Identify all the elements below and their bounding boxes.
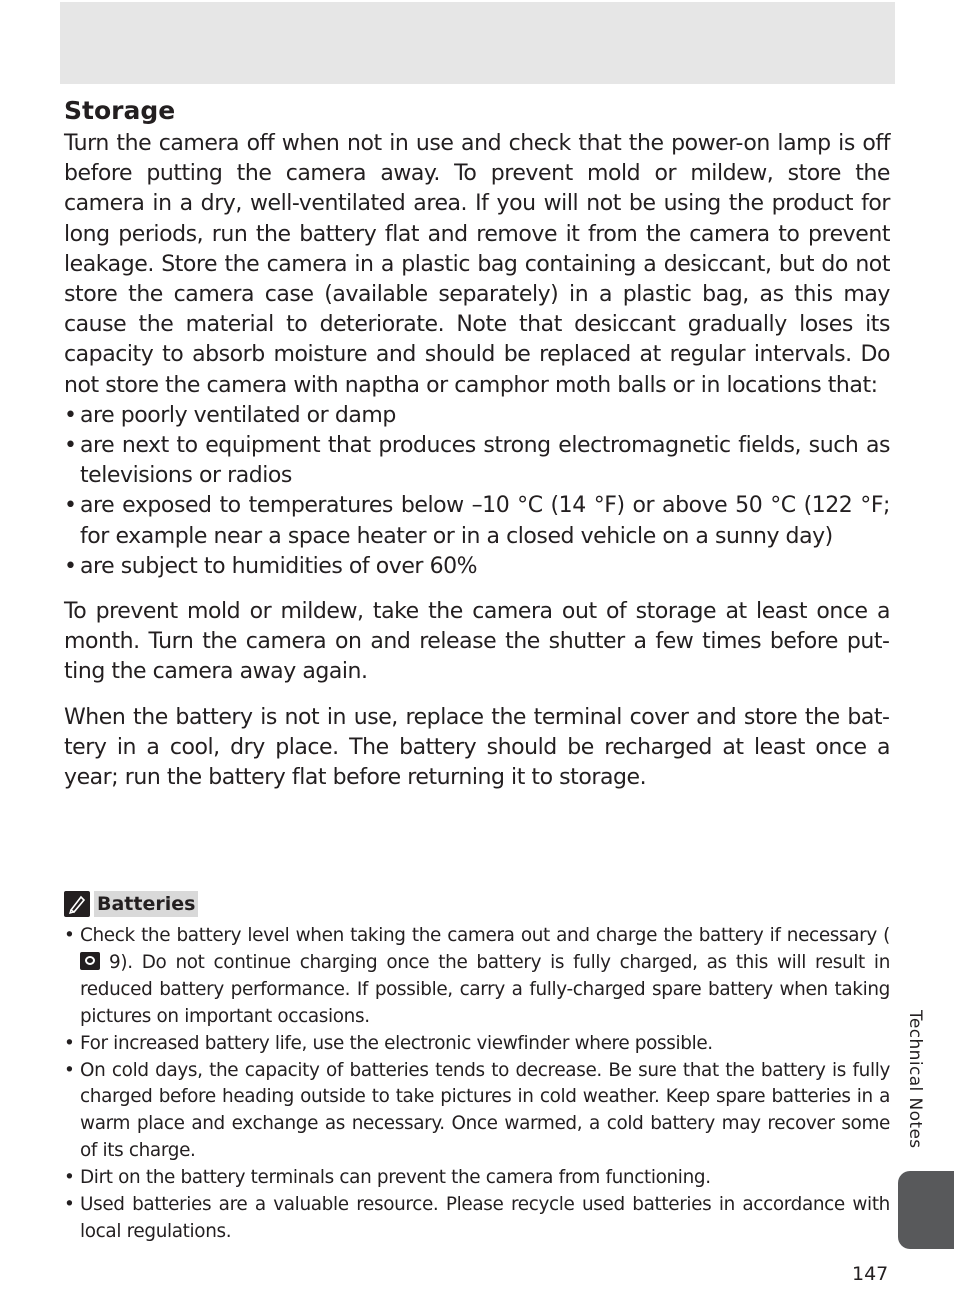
header-band [60, 2, 895, 84]
storage-body [64, 129, 890, 793]
intro-paragraph: Turn the camera off when not in use and check that the power-on lamp is off before putting the camera away. To prevent mold or mildew, store the camera in a dry, well-ventilated area. If you will not be using the product for long periods, run the battery flat and remove it from the camera to prevent leakage. Store the camera in a plastic bag containing a desiccant, but do not store the camera case (available separately) in a plastic bag, as this may cause the material to deteriorate. Note that desiccant gradually loses its capacity to absorb moisture and should be replaced at regular intervals. Do not store the camera with naptha or camphor moth balls or in locations that: [64, 131, 890, 398]
storage-paragraph-2: To prevent mold or mildew, take the camera out of storage at least once a month. Turn the camera on and release the shutter a few times before putting the camera away again. [64, 599, 890, 685]
page-reference-icon [80, 952, 100, 970]
page-number: 147 [852, 1263, 889, 1285]
list-item: • For increased battery life, use the electronic viewfinder where possible. [64, 1031, 890, 1058]
list-item: • Used batteries are a valuable resource. Please recycle used batteries in accordance with local regulations. [64, 1194, 890, 1242]
batteries-note [64, 889, 890, 1246]
section-title: Storage [64, 96, 176, 125]
bullet-icon: • [64, 1167, 75, 1189]
storage-conditions-list [64, 401, 890, 582]
list-item: • On cold days, the capacity of batteries tends to decrease. Be sure that the battery is fully charged before heading outside to take pictures in cold weather. Keep spare batteries in a warm place and exchange as necessary. Once warmed, a cold battery may recover some of its charge. [64, 1059, 890, 1162]
side-tab-label: Technical Notes [905, 1010, 925, 1149]
bullet-icon: • [64, 493, 77, 519]
note-title: Batteries [94, 891, 198, 917]
batteries-list [64, 923, 890, 1246]
note-heading [64, 889, 890, 919]
bullet-icon: • [64, 433, 77, 459]
list-item: • Check the battery level when taking the camera out and charge the battery if necessary ( 9). Do not continue charging once the battery is fully charged, as this will result in reduced battery performance. If possible, carry a fully-charged spare battery when taking pictures on important occasions. [64, 925, 890, 1027]
bullet-icon: • [64, 1032, 75, 1054]
bullet-icon: • [64, 1059, 75, 1081]
list-item: • are exposed to temperatures below –10 °C (14 °F) or above 50 °C (122 °F; for example near a space heater or in a closed vehicle on a sunny day) [64, 493, 890, 549]
list-item: • are subject to humidities of over 60% [64, 552, 890, 582]
list-item: • Dirt on the battery terminals can prevent the camera from functioning. [64, 1165, 890, 1192]
bullet-icon: • [64, 553, 77, 579]
pencil-note-icon [64, 891, 90, 917]
list-item: • are poorly ventilated or damp [64, 401, 890, 431]
bullet-icon: • [64, 925, 75, 946]
section-thumb-tab [898, 1171, 954, 1249]
list-item: • are next to equipment that produces strong electromagnetic fields, such as televisions or radios [64, 433, 890, 489]
bullet-icon: • [64, 1194, 75, 1216]
storage-paragraph-3: When the battery is not in use, replace the terminal cover and store the battery in a cool, dry place. The battery should be recharged at least once a year; run the battery flat before returning it to storage. [64, 704, 890, 791]
bullet-icon: • [64, 402, 77, 428]
